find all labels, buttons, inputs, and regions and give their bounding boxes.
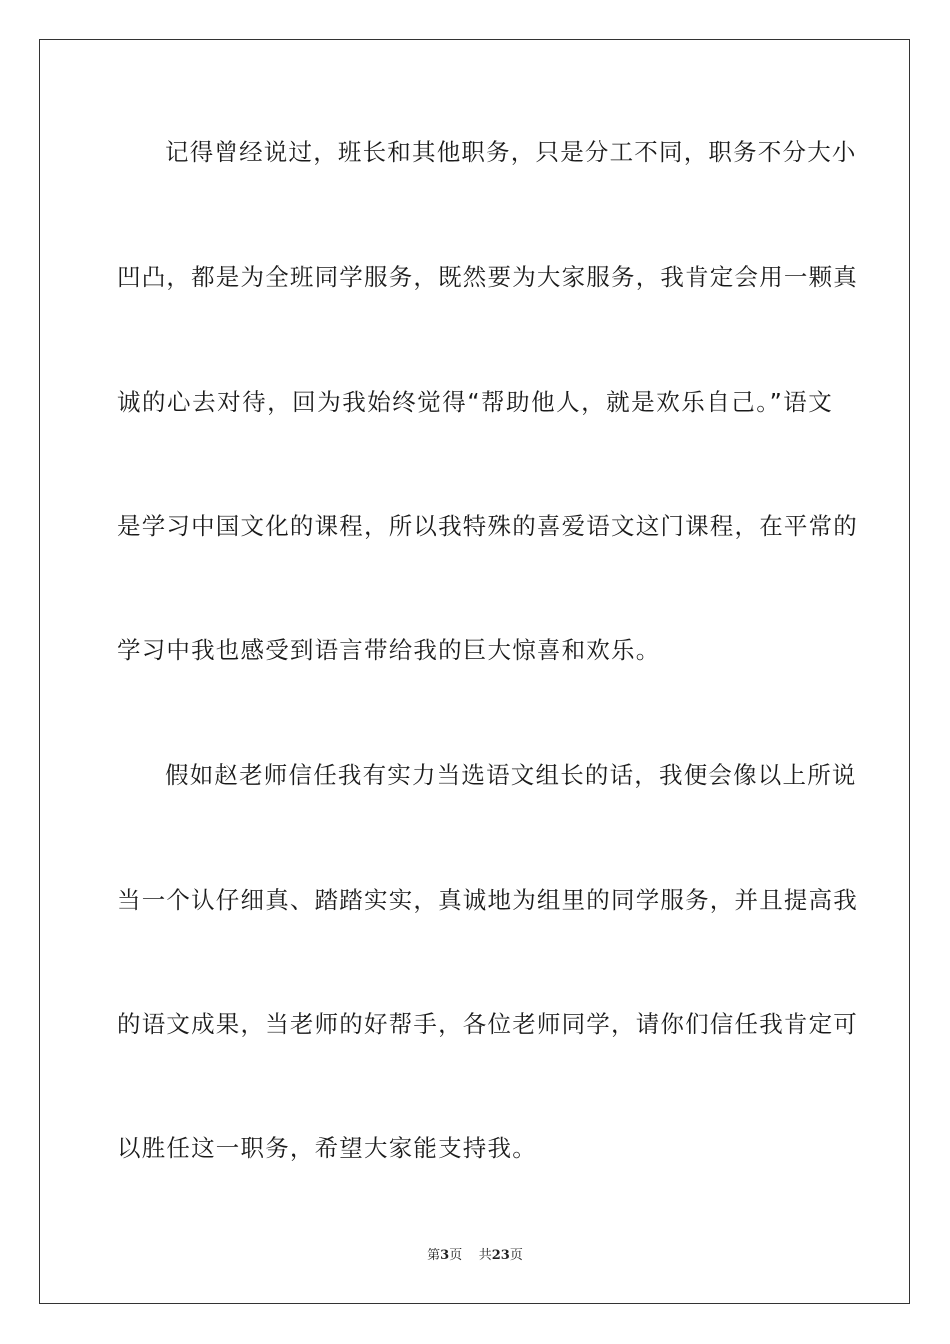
paragraph-1-line-2: 凹凸，都是为全班同学服务，既然要为大家服务，我肯定会用一颗真 xyxy=(117,263,858,291)
page-prefix: 第 xyxy=(427,1248,441,1263)
paragraph-1-line-1: 记得曾经说过，班长和其他职务，只是分工不同，职务不分大小 xyxy=(165,138,857,166)
total-pages: 23 xyxy=(491,1248,510,1263)
paragraph-1-line-4: 是学习中国文化的课程，所以我特殊的喜爱语文这门课程，在平常的 xyxy=(117,512,858,540)
page-border xyxy=(39,39,910,1304)
total-suffix: 页 xyxy=(509,1248,523,1263)
page-number: 3 xyxy=(440,1248,450,1263)
paragraph-1-line-5: 学习中我也感受到语言带给我的巨大惊喜和欢乐。 xyxy=(117,636,661,664)
paragraph-2-line-3: 的语文成果，当老师的好帮手，各位老师同学，请你们信任我肯定可 xyxy=(117,1010,858,1038)
paragraph-1-line-3: 诚的心去对待，回为我始终觉得“帮助他人，就是欢乐自己。”语文 xyxy=(117,388,833,416)
paragraph-2-line-2: 当一个认仔细真、踏踏实实，真诚地为组里的同学服务，并且提高我 xyxy=(117,886,858,914)
paragraph-2-line-4: 以胜任这一职务，希望大家能支持我。 xyxy=(117,1134,537,1162)
total-prefix: 共 xyxy=(478,1248,492,1263)
paragraph-2-line-1: 假如赵老师信任我有实力当选语文组长的话，我便会像以上所说 xyxy=(165,761,857,789)
page-footer xyxy=(0,1247,950,1265)
page-suffix: 页 xyxy=(449,1248,463,1263)
